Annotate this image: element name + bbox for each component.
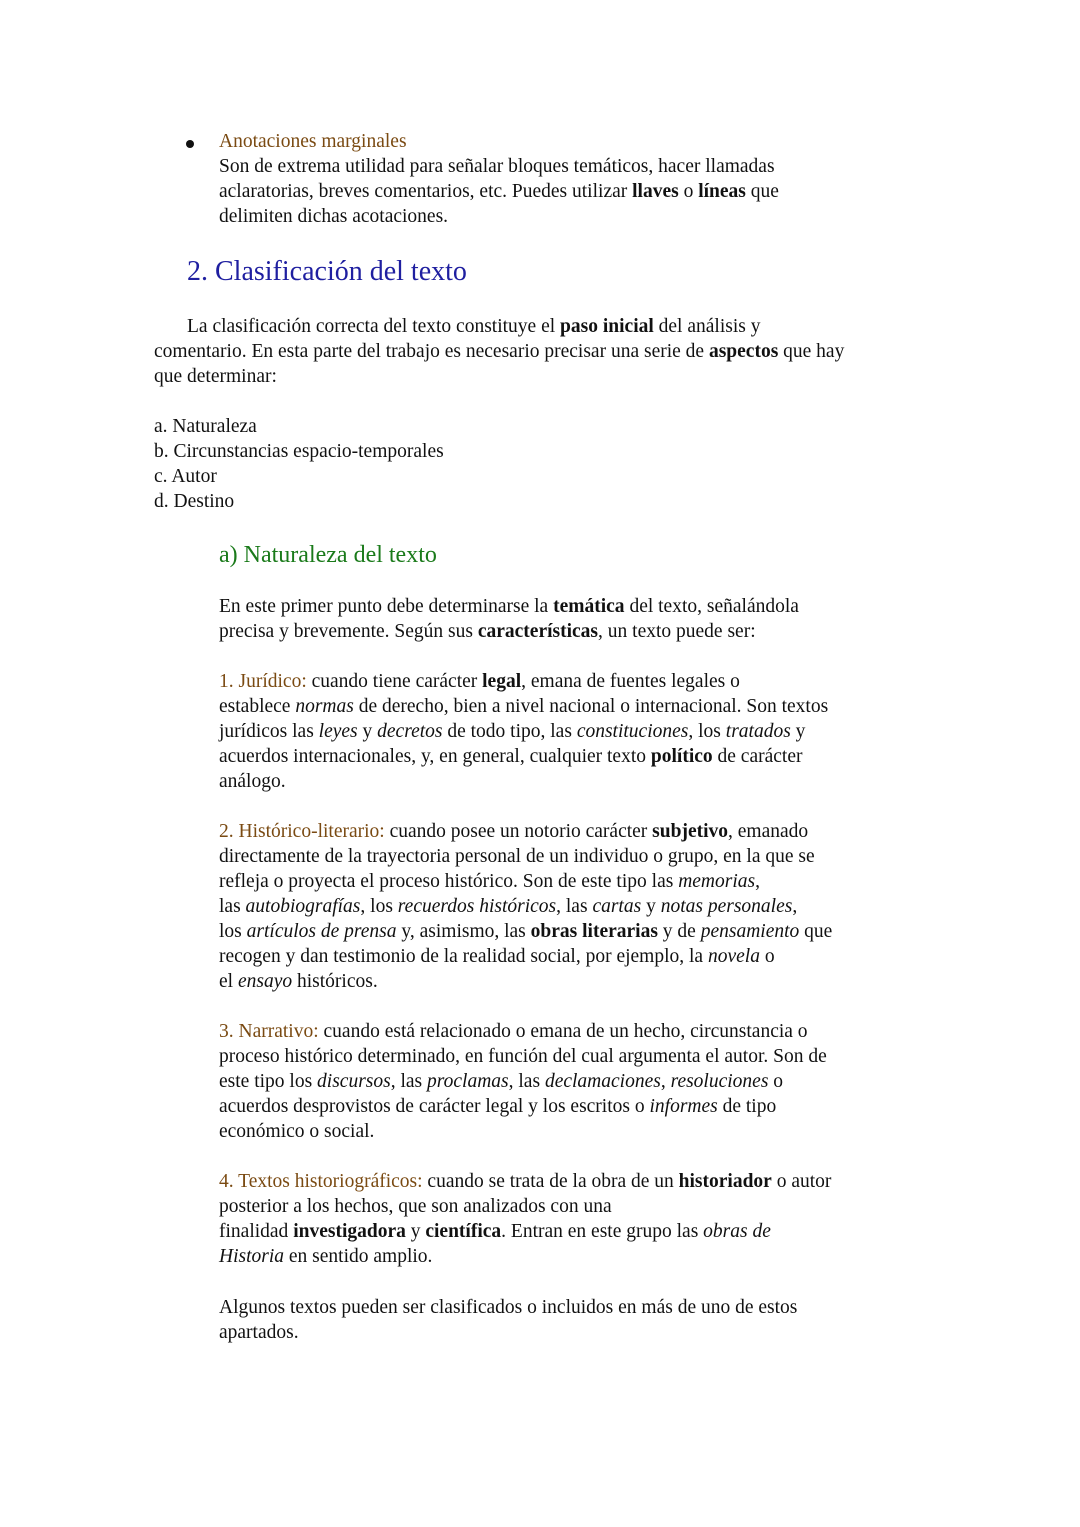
historico-line-5: los artículos de prensa y, asimismo, las obras literarias y de pensamiento que: [219, 921, 833, 942]
juridico-line-3: jurídicos las leyes y decretos de todo tipo, las constituciones, los tratados y: [219, 721, 806, 742]
bullet-dot: [186, 140, 194, 148]
historiograficos-line-1: 4. Textos historiográficos: cuando se trata de la obra de un historiador o autor: [219, 1171, 832, 1192]
section-2-heading: 2. Clasificación del texto: [187, 256, 467, 287]
juridico-line-1: 1. Jurídico: cuando tiene carácter legal, emana de fuentes legales o: [219, 671, 740, 692]
list-item: b. Circunstancias espacio-temporales: [154, 441, 444, 462]
narrativo-line-4: acuerdos desprovistos de carácter legal y los escritos o informes de tipo: [219, 1096, 777, 1117]
historico-line-2: directamente de la trayectoria personal de un individuo o grupo, en la que se: [219, 846, 815, 867]
narrativo-paragraph: [219, 1019, 939, 1144]
aspects-list: [154, 414, 444, 514]
historico-line-4: las autobiografías, los recuerdos históricos, las cartas y notas personales,: [219, 896, 798, 917]
naturaleza-heading: a) Naturaleza del texto: [219, 542, 437, 568]
juridico-paragraph: [219, 669, 939, 794]
section-2-paragraph: [154, 314, 954, 389]
section-2-line-2: comentario. En esta parte del trabajo es necesario precisar una serie de aspectos que hay: [154, 341, 845, 362]
historico-line-7: el ensayo históricos.: [219, 971, 378, 992]
naturaleza-intro: [219, 594, 939, 644]
historico-line-3: refleja o proyecta el proceso histórico. Son de este tipo las memorias,: [219, 871, 760, 892]
list-item: d. Destino: [154, 491, 235, 512]
juridico-line-2: establece normas de derecho, bien a nivel nacional o internacional. Son textos: [219, 696, 829, 717]
historiograficos-paragraph: [219, 1169, 939, 1269]
historiograficos-line-2: posterior a los hechos, que son analizados con una: [219, 1196, 612, 1217]
closing-line-1: Algunos textos pueden ser clasificados o incluidos en más de uno de estos: [219, 1297, 798, 1318]
historico-line-6: recogen y dan testimonio de la realidad social, por ejemplo, la novela o: [219, 946, 775, 967]
section-2-line-1: La clasificación correcta del texto constituye el paso inicial del análisis y: [187, 316, 761, 337]
historico-label: 2. Histórico-literario:: [219, 821, 385, 842]
narrativo-line-1: 3. Narrativo: cuando está relacionado o emana de un hecho, circunstancia o: [219, 1021, 808, 1042]
historiograficos-line-3: finalidad investigadora y científica. Entran en este grupo las obras de: [219, 1221, 771, 1242]
intro-line-2: precisa y brevemente. Según sus características, un texto puede ser:: [219, 621, 756, 642]
annotations-line-3: delimiten dichas acotaciones.: [219, 206, 449, 227]
annotations-block: [219, 129, 919, 229]
historico-paragraph: [219, 819, 939, 994]
historiograficos-line-4: Historia en sentido amplio.: [219, 1246, 433, 1267]
list-item: c. Autor: [154, 466, 217, 487]
narrativo-line-5: económico o social.: [219, 1121, 375, 1142]
juridico-line-4: acuerdos internacionales, y, en general, cualquier texto político de carácter: [219, 746, 803, 767]
intro-line-1: En este primer punto debe determinarse la temática del texto, señalándola: [219, 596, 799, 617]
juridico-line-5: análogo.: [219, 771, 286, 792]
annotations-line-2: aclaratorias, breves comentarios, etc. Puedes utilizar llaves o líneas que: [219, 181, 779, 202]
annotations-title: Anotaciones marginales: [219, 131, 407, 152]
narrativo-line-3: este tipo los discursos, las proclamas, las declamaciones, resoluciones o: [219, 1071, 784, 1092]
narrativo-line-2: proceso histórico determinado, en función del cual argumenta el autor. Son de: [219, 1046, 827, 1067]
historico-line-1: 2. Histórico-literario: cuando posee un notorio carácter subjetivo, emanado: [219, 821, 809, 842]
closing-paragraph: [219, 1295, 939, 1345]
section-2-line-3: que determinar:: [154, 366, 277, 387]
historiograficos-label: 4. Textos historiográficos:: [219, 1171, 423, 1192]
list-item: a. Naturaleza: [154, 416, 257, 437]
closing-line-2: apartados.: [219, 1322, 299, 1343]
annotations-line-1: Son de extrema utilidad para señalar bloques temáticos, hacer llamadas: [219, 156, 775, 177]
juridico-label: 1. Jurídico:: [219, 671, 307, 692]
narrativo-label: 3. Narrativo:: [219, 1021, 319, 1042]
